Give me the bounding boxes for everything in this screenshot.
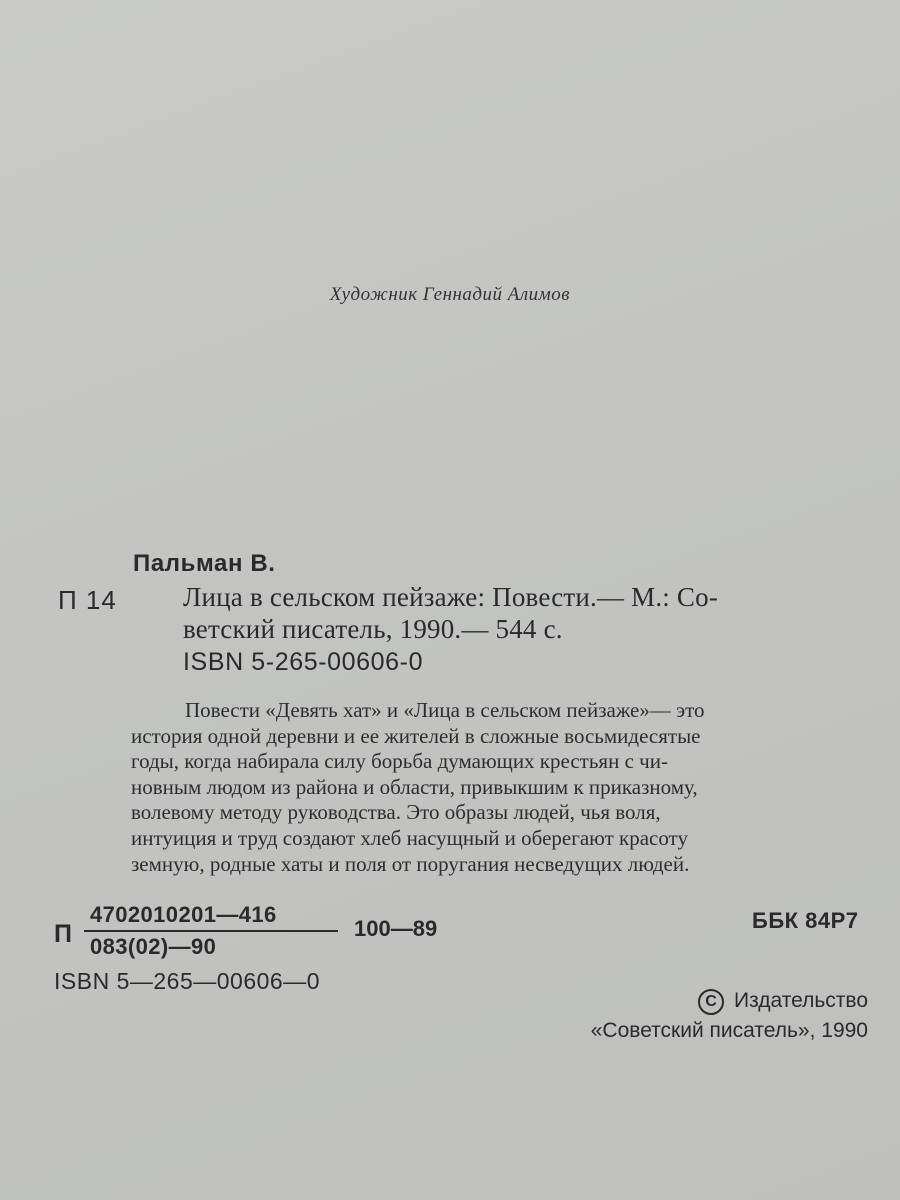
publisher-label: Издательство: [733, 989, 868, 1012]
annotation-line: земную, родные хаты и поля от поругания несведущих людей.: [131, 851, 690, 876]
author-name: Пальман В.: [133, 550, 276, 577]
isbn-main: ISBN 5-265-00606-0: [183, 648, 424, 676]
fraction-rule: [84, 930, 338, 932]
copyright-icon: C: [698, 989, 724, 1015]
catalog-index-letter: П: [54, 920, 72, 948]
annotation-line: годы, когда набирала силу борьба думающих крестьян с чи-: [131, 749, 668, 774]
annotation-line: история одной деревни и ее жителей в сложные восьмидесятые: [131, 723, 701, 748]
catalog-index-denominator: 083(02)—90: [90, 934, 217, 959]
catalog-index-numerator: 4702010201—416: [90, 902, 277, 927]
annotation-line: Повести «Девять хат» и «Лица в сельском пейзаже»— это: [185, 698, 705, 722]
title-line-2: ветский писатель, 1990.— 544 с.: [183, 614, 563, 644]
annotation-line: волевому методу руководства. Это образы людей, чья воля,: [131, 800, 661, 825]
annotation: [131, 698, 863, 877]
annotation-line: интуиция и труд создают хлеб насущный и оберегают красоту: [131, 825, 688, 850]
bbk-code: ББК 84Р7: [752, 908, 859, 933]
copyright-line-2: «Советский писатель», 1990: [590, 1019, 868, 1042]
index-code: П 14: [58, 585, 117, 615]
catalog-index-code: 100—89: [354, 916, 438, 941]
annotation-line: новным людом из района и области, привыкшим к приказному,: [131, 774, 698, 799]
copyright-line-1: [591, 986, 868, 1016]
copyright-block: [591, 986, 868, 1046]
artist-credit: Художник Геннадий Алимов: [329, 284, 571, 305]
isbn-footer: ISBN 5—265—00606—0: [54, 968, 320, 994]
title-line-1: Лица в сельском пейзаже: Повести.— М.: Со-: [183, 582, 719, 612]
